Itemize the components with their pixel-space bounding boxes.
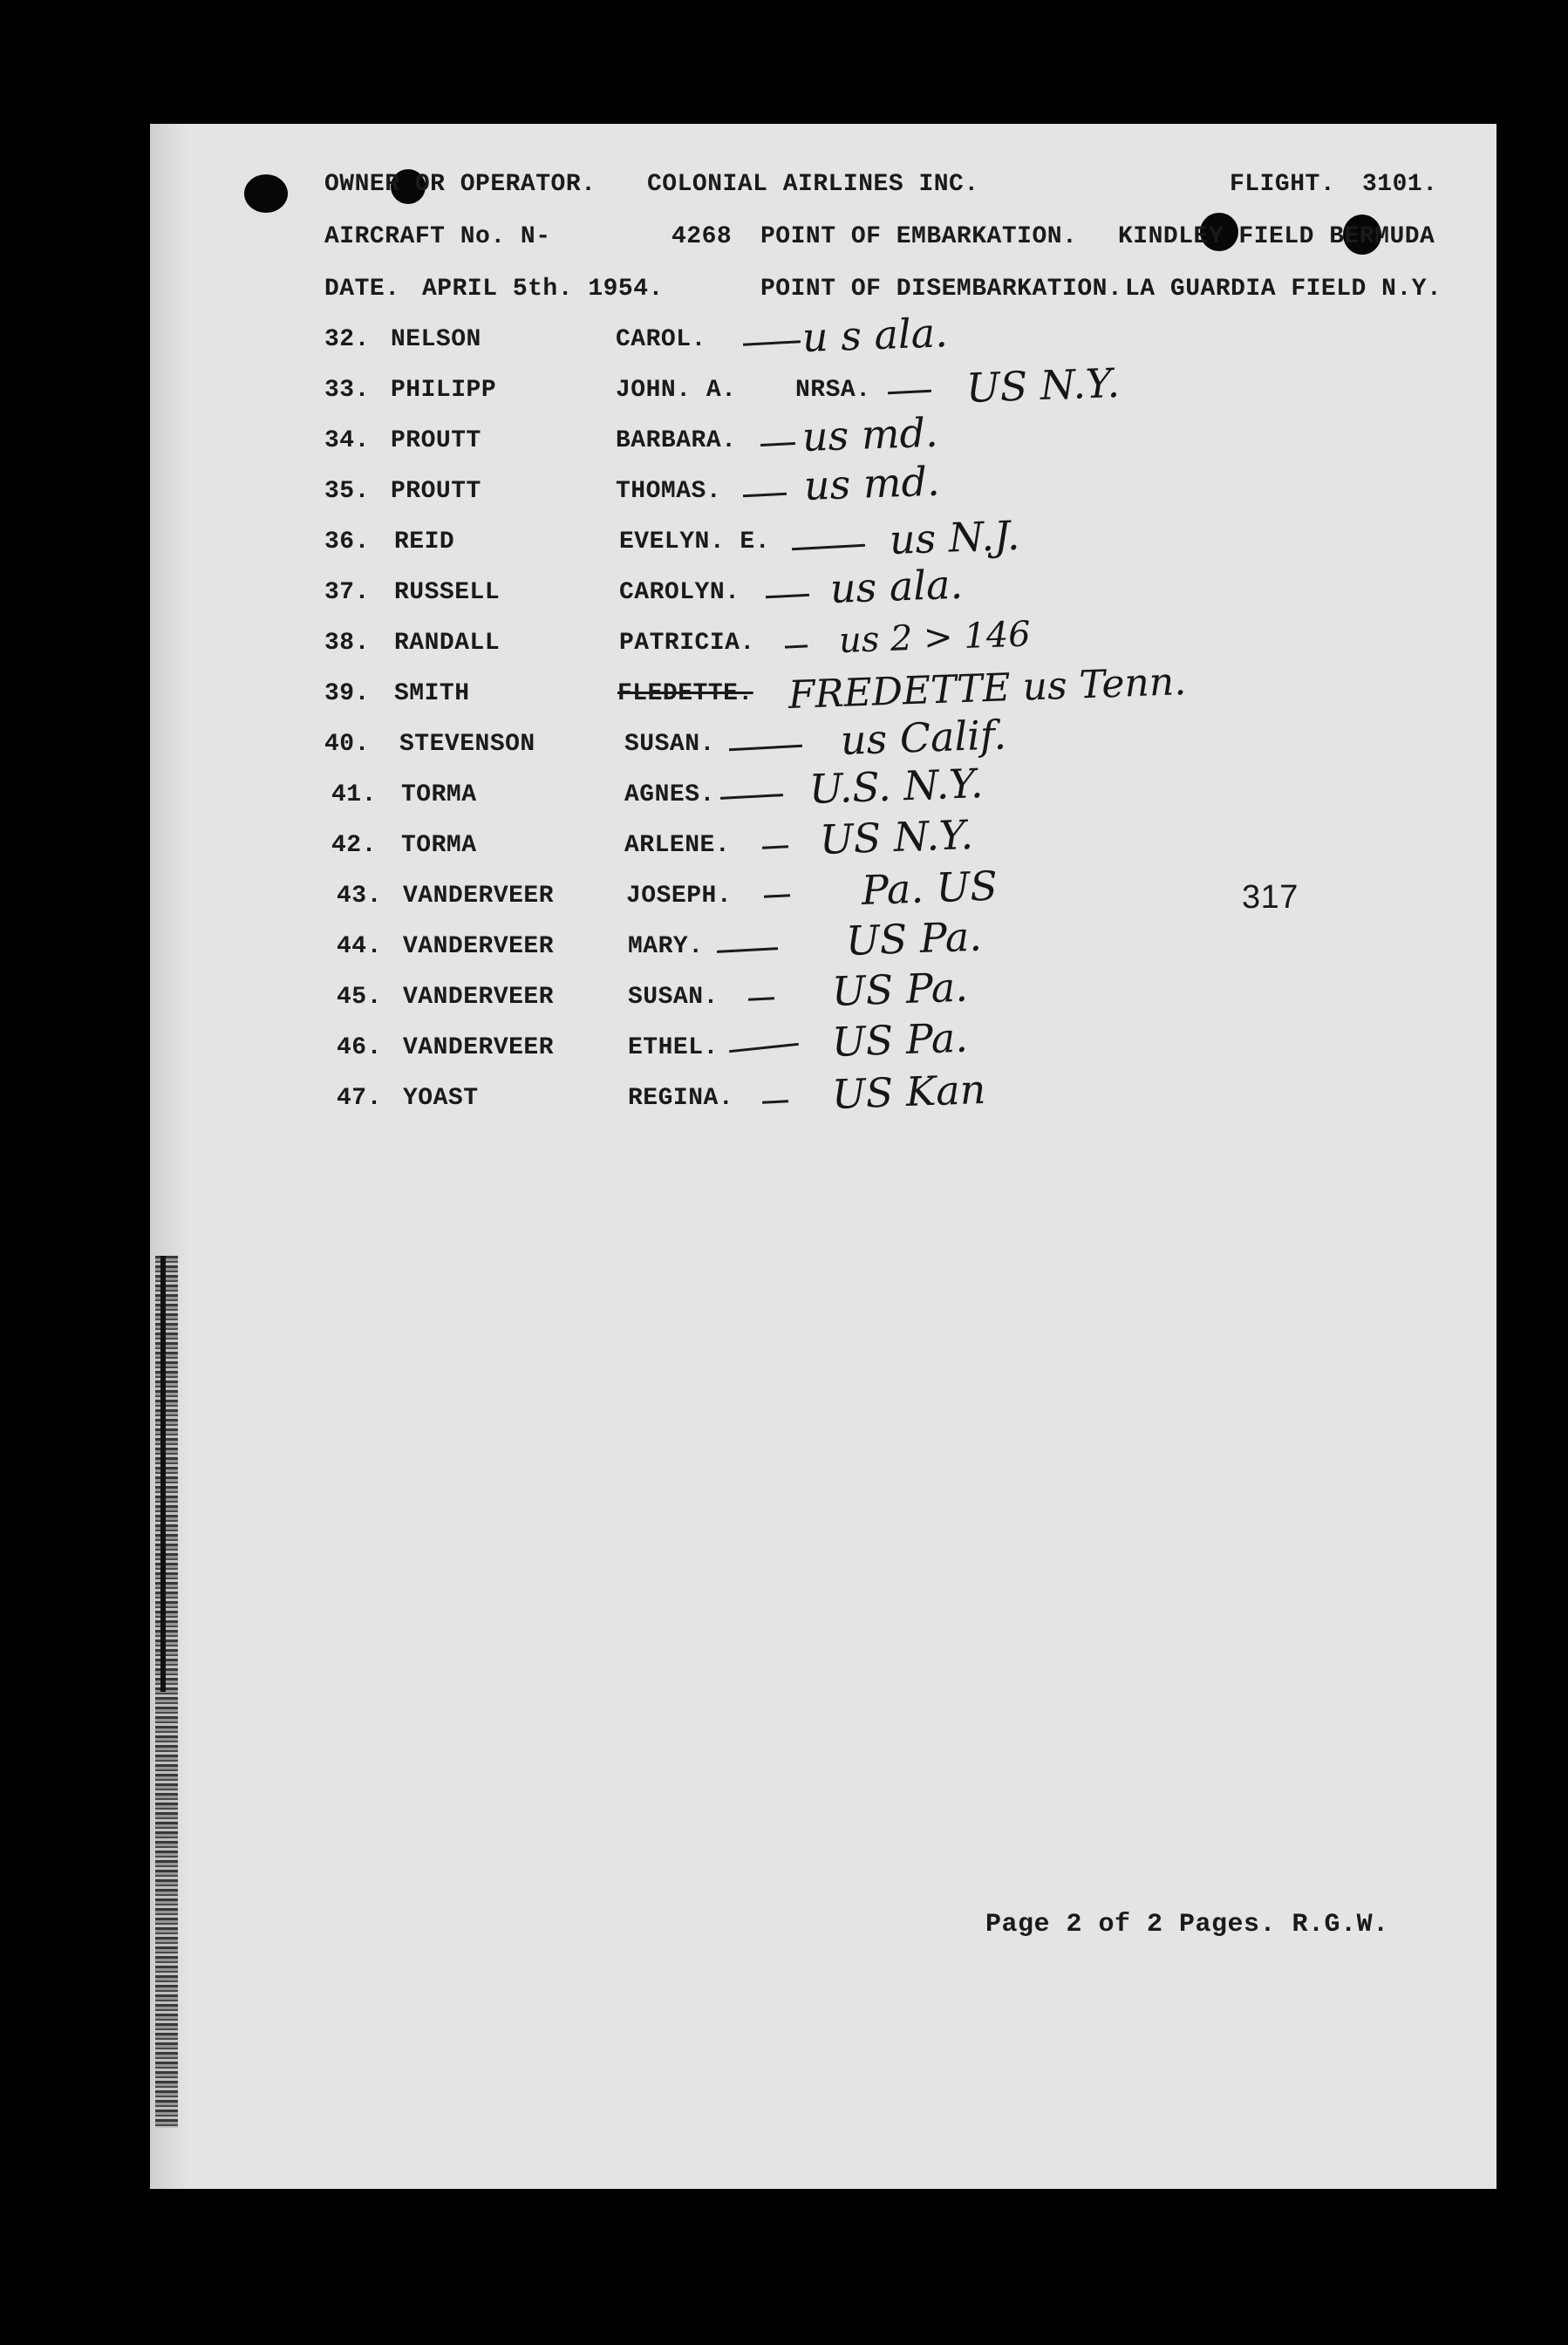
passenger-surname: VANDERVEER bbox=[403, 1034, 555, 1061]
passenger-surname: TORMA bbox=[401, 781, 477, 808]
passenger-surname: VANDERVEER bbox=[403, 883, 555, 910]
passenger-given-name: REGINA. bbox=[628, 1085, 734, 1112]
passenger-surname: PHILIPP bbox=[391, 377, 497, 404]
passenger-surname: TORMA bbox=[401, 832, 477, 859]
side-number: 317 bbox=[1242, 879, 1299, 916]
passenger-given-name: MARY. bbox=[628, 933, 704, 960]
passenger-given-name: SUSAN. bbox=[624, 731, 715, 758]
handwritten-note: u s ala. bbox=[801, 309, 949, 361]
passenger-given-name: PATRICIA. bbox=[619, 630, 755, 657]
disembarkation-value: LA GUARDIA FIELD N.Y. bbox=[1125, 276, 1442, 303]
date-value: APRIL 5th. 1954. bbox=[422, 276, 664, 303]
passenger-given-name: THOMAS. bbox=[616, 478, 722, 505]
date-label: DATE. bbox=[324, 276, 400, 303]
passenger-surname: RANDALL bbox=[394, 630, 501, 657]
page-footer: Page 2 of 2 Pages. R.G.W. bbox=[985, 1910, 1389, 1939]
handwritten-note: us Calif. bbox=[840, 711, 1007, 764]
binding-line bbox=[160, 1256, 166, 1692]
handwritten-note: US N.Y. bbox=[819, 810, 974, 863]
passenger-given-name: JOHN. A. bbox=[616, 377, 737, 404]
passenger-given-name: CAROL. bbox=[616, 326, 706, 353]
passenger-given-name-struck: FLEDETTE. bbox=[617, 680, 753, 707]
passenger-number: 33. bbox=[324, 377, 370, 404]
owner-value: COLONIAL AIRLINES INC. bbox=[647, 171, 979, 198]
passenger-surname: VANDERVEER bbox=[403, 984, 555, 1011]
passenger-number: 38. bbox=[324, 630, 370, 657]
handwritten-note: FREDETTE us Tenn. bbox=[787, 659, 1187, 718]
passenger-number: 34. bbox=[324, 427, 370, 454]
passenger-number: 37. bbox=[324, 579, 370, 606]
passenger-surname: RUSSELL bbox=[394, 579, 501, 606]
punch-hole-left bbox=[244, 174, 288, 213]
aircraft-value: 4268 bbox=[672, 223, 733, 250]
handwritten-note: us md. bbox=[801, 408, 939, 460]
flight-value: 3101. bbox=[1362, 171, 1438, 198]
passenger-given-name: SUSAN. bbox=[628, 984, 719, 1011]
passenger-number: 45. bbox=[337, 984, 382, 1011]
handwritten-note: us 2 > 146 bbox=[838, 614, 1032, 661]
passenger-given-name: ARLENE. bbox=[624, 832, 731, 859]
flight-label: FLIGHT. bbox=[1230, 171, 1336, 198]
passenger-number: 41. bbox=[331, 781, 377, 808]
passenger-number: 42. bbox=[331, 832, 377, 859]
passenger-given-name: EVELYN. E. bbox=[619, 528, 771, 556]
handwritten-note: US Pa. bbox=[831, 1013, 969, 1066]
handwritten-note: us md. bbox=[803, 457, 941, 509]
handwritten-note: US N.Y. bbox=[965, 358, 1121, 412]
embarkation-value: KINDLEY FIELD BERMUDA bbox=[1118, 223, 1435, 250]
passenger-given-name: BARBARA. bbox=[616, 427, 737, 454]
passenger-surname: STEVENSON bbox=[399, 731, 535, 758]
passenger-given-name: AGNES. bbox=[624, 781, 715, 808]
handwritten-note: US Pa. bbox=[845, 912, 983, 965]
passenger-note: NRSA. bbox=[795, 377, 871, 404]
passenger-surname: SMITH bbox=[394, 680, 470, 707]
aircraft-label: AIRCRAFT No. N- bbox=[324, 223, 551, 250]
owner-label: OWNER OR OPERATOR. bbox=[324, 171, 597, 198]
passenger-surname: REID bbox=[394, 528, 455, 556]
embarkation-label: POINT OF EMBARKATION. bbox=[760, 223, 1078, 250]
handwritten-note: U.S. N.Y. bbox=[808, 760, 985, 813]
passenger-number: 35. bbox=[324, 478, 370, 505]
passenger-given-name: ETHEL. bbox=[628, 1034, 719, 1061]
disembarkation-label: POINT OF DISEMBARKATION. bbox=[760, 276, 1123, 303]
handwritten-note: Pa. US bbox=[861, 862, 999, 914]
passenger-given-name: CAROLYN. bbox=[619, 579, 740, 606]
passenger-surname: VANDERVEER bbox=[403, 933, 555, 960]
passenger-surname: YOAST bbox=[403, 1085, 479, 1112]
passenger-surname: PROUTT bbox=[391, 478, 481, 505]
passenger-number: 44. bbox=[337, 933, 382, 960]
passenger-number: 39. bbox=[324, 680, 370, 707]
handwritten-note: us ala. bbox=[829, 560, 964, 612]
handwritten-note: US Kan bbox=[831, 1065, 987, 1118]
handwritten-note: US Pa. bbox=[831, 963, 969, 1015]
passenger-number: 36. bbox=[324, 528, 370, 556]
passenger-surname: NELSON bbox=[391, 326, 481, 353]
passenger-number: 32. bbox=[324, 326, 370, 353]
passenger-number: 47. bbox=[337, 1085, 382, 1112]
passenger-number: 40. bbox=[324, 731, 370, 758]
passenger-number: 43. bbox=[337, 883, 382, 910]
passenger-number: 46. bbox=[337, 1034, 382, 1061]
passenger-given-name: JOSEPH. bbox=[626, 883, 733, 910]
binding-edge-marks bbox=[155, 1256, 178, 2128]
passenger-surname: PROUTT bbox=[391, 427, 481, 454]
handwritten-note: us N.J. bbox=[889, 511, 1021, 563]
